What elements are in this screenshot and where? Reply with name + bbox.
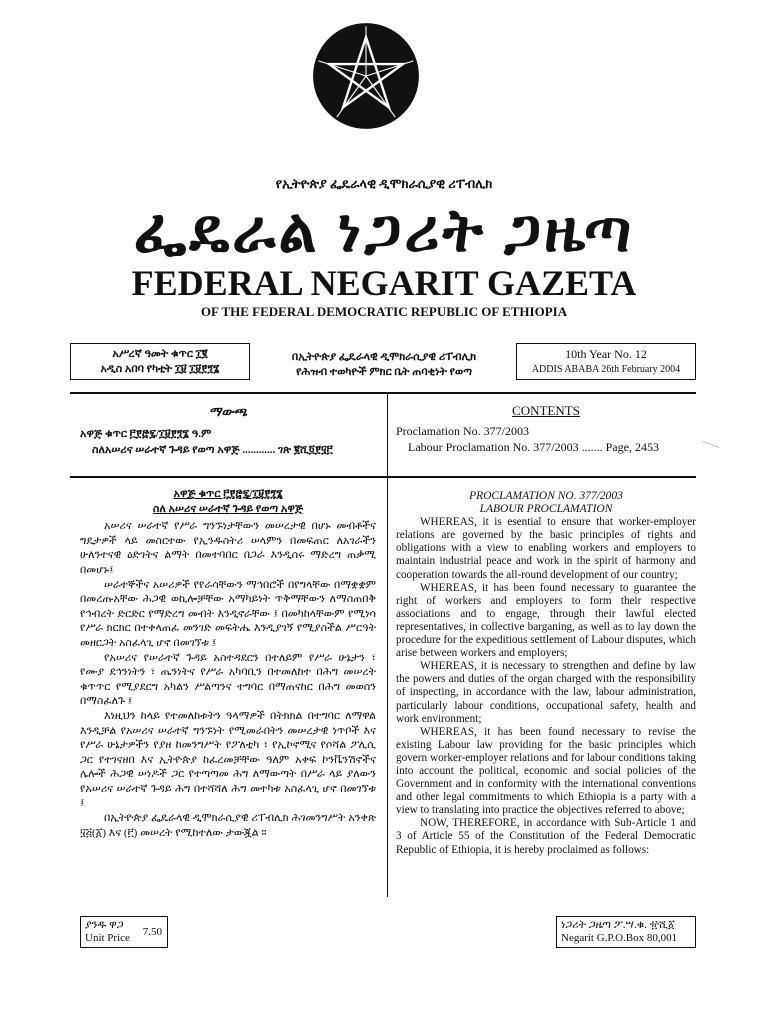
amharic-column [80,487,376,840]
title-english: FEDERAL NEGARIT GAZETA [131,263,637,303]
subtitle-english: OF THE FEDERAL DEMOCRATIC REPUBLIC OF ETHIOPIA [200,304,568,319]
toc-english-item1: Proclamation No. 377/2003 [396,424,529,438]
title-amharic: ፌዴራል ነጋሪት ጋዜጣ [133,198,635,264]
divider-top [70,392,696,394]
toc-english-item2: Labour Proclamation No. 377/2003 ....... Page, 2453 [408,440,659,454]
english-para-3: WHEREAS, it is necessary to strengthen and define by law the powers and duties of the organ charged with the responsibility of inspecting, in accordance with the law, labour administration, particularly labour conditions, occupational safety, health and work environment; [396,660,696,725]
contents-heading-amharic: ማውጫ [208,404,248,419]
issue-middle-line1: በኢትዮጵያ ፌዴራላዊ ዲሞክራሲያዊ ሪፐብሊክ [291,351,477,363]
english-para-1: WHEREAS, it is esential to ensure that worker-employer relations are governed by the basic principles of rights and obligations with a view to enabling workers and employers to maintain industrial peace and work in the spirit of harmony and cooperation towards the all-round development of our country; [396,516,696,581]
issue-box-amharic [70,343,250,380]
unit-price-value: 7.50 [142,926,162,938]
republic-amharic: የኢትዮጵያ ፌዴራላዊ ዲሞክራሲያዊ ሪፐብሊክ [275,176,493,191]
divider-contents-vertical [387,393,388,477]
divider-middle [70,476,696,478]
gpo-amharic: ነጋሪት ጋዜጣ ፖ.ሣ.ቁ. ፹ሺ፩ [561,919,675,931]
amharic-para-4: እነዚህን ከላይ የተመለከቱትን ዓላማዎች በትክክል በተግባር ለማዋል እንዲቻል የአሠሪና ሠራተኛ ግንኙነት የሚመራበትን መሠረታዊ ነጥቦች እና የሥራ ሁኔታዎችን የያዘ ከመንግሥት የፖለቲካ ፣ የኢኮኖሚና የሶሻል ፖሊሲ ጋር የተገናዘበ እና ኢትዮጵያ ከፈረመቻቸው ዓለም አቀፍ ኮንቬንሽኖችና ሌሎች ሕጋዊ ሠነዶች ጋር የተጣጣመ ሕግ ለማውጣት በሥራ ላይ ያለውን የአሠሪና ሠራተኛ ጉዳይ ሕግ በተሻሻለ ሕግ መተካቱ አስፈላጊ ሆኖ በመገኘቱ ፤ [80,709,376,810]
issue-year-line: 10th Year No. 12 [565,347,647,361]
gpo-english: Negarit G.P.O.Box 80,001 [561,932,678,944]
amharic-para-5: በኢትዮጵያ ፌዴራላዊ ዲሞክራሲያዊ ሪፐብሊክ ሕገመንግሥት አንቀጽ ፶፭(፩) እና (፫) መሠረት የሚከተለው ታውጇል ። [80,812,376,839]
toc-amharic-item1: አዋጅ ቁጥር ፫፻፸፯/፲፱፻፺፮ ዓ.ም [80,428,212,440]
unit-price-english: Unit Price [85,932,130,944]
toc-amharic-item2: ስለአሠሪና ሠራተኛ ጉዳይ የወጣ አዋጅ ............ ገጽ ፪ሺ፬፻፶፫ [92,444,333,456]
amharic-para-2: ሠራተኞችና አሠሪዎች የየራሳቸውን ማኅበሮች በየግላቸው በማቋቋም በመረጡአቸው ሕጋዊ ወኪሎቻቸው አማካይነት ጥቅማቸውን ለማስጠበቅ የኅብረት ድርድር የማድረግ መብት እንዲኖራቸው ፤ በመካከላቸውም የሚነሳ የሥራ ክርክር በተቀላጠፈ መንገድ መፍትሔ እንዲያገኝ የሚያስችል ሥርዓት መዘርጋት አስፈላጊ ሆኖ በመገኘቱ ፤ [80,578,376,649]
unit-price-box [80,916,168,948]
amharic-para-3: የአሠሪና የሠራተኛ ጉዳይ አስተዳደርን በተለይም የሥራ ሁኔታን ፣ የሙያ ደኅንነትን ፣ ጤንነትና የሥራ አካባቢን በተመለከተ በሕግ መሠረት ቁጥጥር የሚያደርግ አካልን ሥልጣንና ተግባር በማጠናከር በሕግ መወሰን በማስፈለጉ ፤ [80,651,376,708]
amharic-proclamation-number: አዋጅ ቁጥር ፫፻፸፯/፲፱፻፺፮ [173,488,283,500]
english-para-5: NOW, THEREFORE, in accordance with Sub-Article 1 and 3 of Article 55 of the Constitution of the Federal Democratic Republic of Ethiopia, it is hereby proclaimed as follows: [396,817,696,856]
english-para-2: WHEREAS, it has been found necessary to guarantee the right of workers and employers to form their respective associations and to engage, through their lawful elected representatives, in collective barganing, as well as to lay down the procedure for the expeditious settlement of Labour disputes, which arise between workers and employers; [396,581,696,660]
amharic-proclamation-title: ስለ አሠሪና ሠራተኛ ጉዳይ የወጣ አዋጅ [152,502,304,515]
english-para-4: WHEREAS, it has been found necessary to revise the existing Labour law providing for the basic principles which govern worker-employer relations and for labour conditions taking into account the political, economic and social policies of the Government and in conformity with the international conventions and other legal commitments to which Ethiopia is a party with a view to translating into practice the objectives referred to above; [396,725,696,817]
amharic-para-1: አሠሪና ሠራተኛ የሥራ ግንኙነታቸውን መሠረታዊ በሆኑ መብቶችና ግዴታዎች ላይ መስርተው የኢንዱስትሪ ሠላምን በመፍጠር ለአገራችን ሁለንተናዊ ዕድገትና ልማት በመተባበር በጋራ እንዲሰሩ ማድረግ ጠቃሚ በመሆኑ፤ [80,520,376,576]
english-column [396,490,696,857]
issue-date-line: ADDIS ABABA 26th February 2004 [531,364,681,375]
divider-columns-vertical [387,477,388,897]
gpo-box [556,916,696,948]
unit-price-amharic: ያንዱ ዋጋ [85,919,124,931]
decorative-mark [702,441,719,448]
issue-middle-line2: የሕዝብ ተወካዮች ምክር ቤት ጠባቂነት የወጣ [296,366,472,378]
issue-box-english [516,343,696,380]
issue-box-middle [262,350,506,380]
issue-box-amharic-line2: አዲስ አበባ የካቲት ፲፱ ፲፱፻፺፮ [100,363,220,375]
english-proclamation-title: LABOUR PROCLAMATION [479,503,613,516]
english-proclamation-number: PROCLAMATION NO. 377/2003 [469,490,623,502]
emblem-icon [312,22,420,130]
contents-heading-english: CONTENTS [512,403,580,418]
issue-box-amharic-line1: አሥረኛ ዓመት ቁጥር ፲፪ [112,348,208,360]
